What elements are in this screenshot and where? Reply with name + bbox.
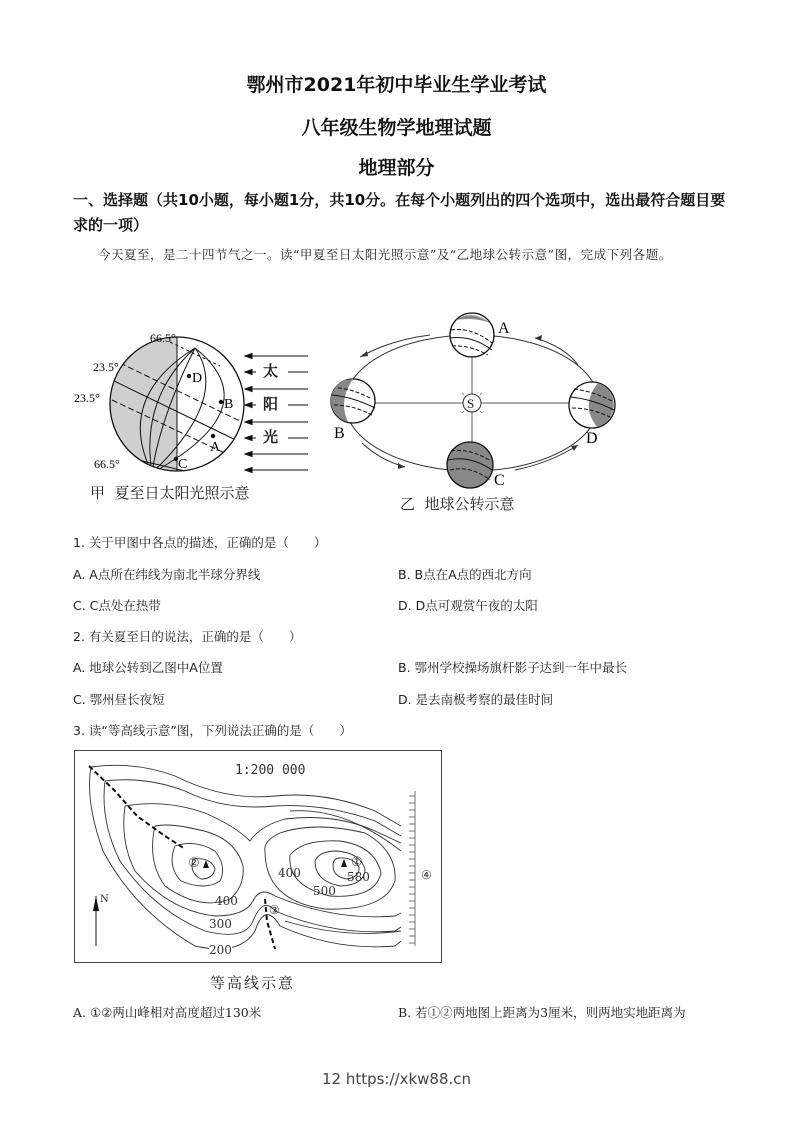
svg-text:D: D	[586, 430, 598, 447]
q2-option-a[interactable]: A. 地球公转到乙图中A位置	[73, 660, 223, 675]
page-footer: 12 https://xkw88.cn	[321, 1070, 472, 1088]
elevation-300: 300	[209, 917, 232, 931]
q2-option-c[interactable]: C. 鄂州昼长夜短	[73, 692, 165, 707]
point-a	[211, 434, 215, 438]
earth-revolution-diagram	[320, 305, 630, 520]
elevation-580: 580	[347, 870, 370, 884]
svg-text:23.5°: 23.5°	[93, 360, 119, 374]
sunlight-char-2: 阳	[263, 395, 279, 413]
map-scale: 1:200 000	[235, 763, 306, 778]
peak-1-icon	[341, 859, 347, 867]
earth-position-c	[447, 442, 505, 489]
point-b	[219, 400, 223, 404]
contour-map	[74, 750, 442, 963]
contour-lines	[75, 751, 440, 961]
earth-position-b	[331, 379, 375, 442]
north-label: N	[100, 894, 109, 905]
svg-text:B: B	[224, 397, 234, 412]
q3-option-a[interactable]: A. ①②两山峰相对高度超过130米	[73, 1005, 262, 1020]
earth-position-d	[569, 382, 615, 447]
point-d	[187, 374, 191, 378]
earth-position-a	[450, 313, 510, 357]
svg-text:A: A	[210, 440, 221, 455]
exam-subtitle: 八年级生物学地理试题	[301, 117, 492, 139]
q2-option-b[interactable]: B. 鄂州学校操场旗杆影子达到一年中最长	[398, 660, 628, 675]
marker-3: ③	[269, 903, 280, 917]
svg-text:B: B	[334, 425, 345, 442]
question-2-stem: 2. 有关夏至日的说法，正确的是（ ）	[73, 629, 302, 644]
elevation-200: 200	[209, 943, 232, 957]
svg-text:S: S	[467, 396, 475, 411]
question-1-stem: 1. 关于甲图中各点的描述，正确的是（ ）	[73, 535, 327, 550]
q1-option-d[interactable]: D. D点可观赏午夜的太阳	[398, 598, 538, 613]
exam-title: 鄂州市2021年初中毕业生学业考试	[246, 74, 547, 96]
svg-text:C: C	[178, 457, 188, 472]
q1-option-a[interactable]: A. A点所在纬线为南北半球分界线	[73, 567, 261, 582]
svg-text:66.5°: 66.5°	[94, 457, 120, 471]
svg-text:66.5°: 66.5°	[150, 331, 176, 345]
figure-jia-caption: 甲 夏至日太阳光照示意	[90, 484, 250, 502]
figure-yi-caption: 乙 地球公转示意	[400, 495, 515, 513]
figure-yi	[320, 305, 630, 520]
q3-option-b[interactable]: B. 若①②两地图上距离为3厘米，则两地实地距离为	[398, 1005, 686, 1020]
contour-map-caption: 等高线示意	[210, 974, 296, 992]
elevation-400-east: 400	[278, 866, 301, 880]
north-arrow-icon	[93, 896, 99, 946]
svg-text:A: A	[498, 320, 510, 337]
marker-4: ④	[421, 868, 432, 882]
svg-text:23.5°: 23.5°	[74, 391, 100, 405]
section-heading: 一、选择题（共10小题，每小题1分，共10分。在每个小题列出的四个选项中，选出最符合题目要求的一项）	[73, 191, 726, 234]
question-3-stem: 3. 读“等高线示意”图，下列说法正确的是（ ）	[73, 723, 352, 738]
marker-2: ②	[188, 856, 200, 871]
svg-text:C: C	[494, 472, 505, 489]
intro-paragraph: 今天夏至，是二十四节气之一。读“甲夏至日太阳光照示意”及“乙地球公转示意”图，完成下列各题。	[98, 247, 672, 262]
elevation-400-west: 400	[215, 894, 238, 908]
sunlight-globe-diagram	[60, 318, 325, 508]
elevation-500: 500	[313, 884, 336, 898]
sunlight-char-1: 太	[263, 362, 279, 380]
sunlight-char-3: 光	[263, 428, 279, 446]
q1-option-b[interactable]: B. B点在A点的西北方向	[398, 567, 532, 582]
q2-option-d[interactable]: D. 是去南极考察的最佳时间	[398, 692, 554, 707]
figure-jia	[60, 318, 325, 508]
section-subject: 地理部分	[358, 157, 435, 179]
marker-1: ①	[351, 855, 363, 870]
q1-option-c[interactable]: C. C点处在热带	[73, 598, 161, 613]
svg-text:D: D	[192, 371, 203, 386]
